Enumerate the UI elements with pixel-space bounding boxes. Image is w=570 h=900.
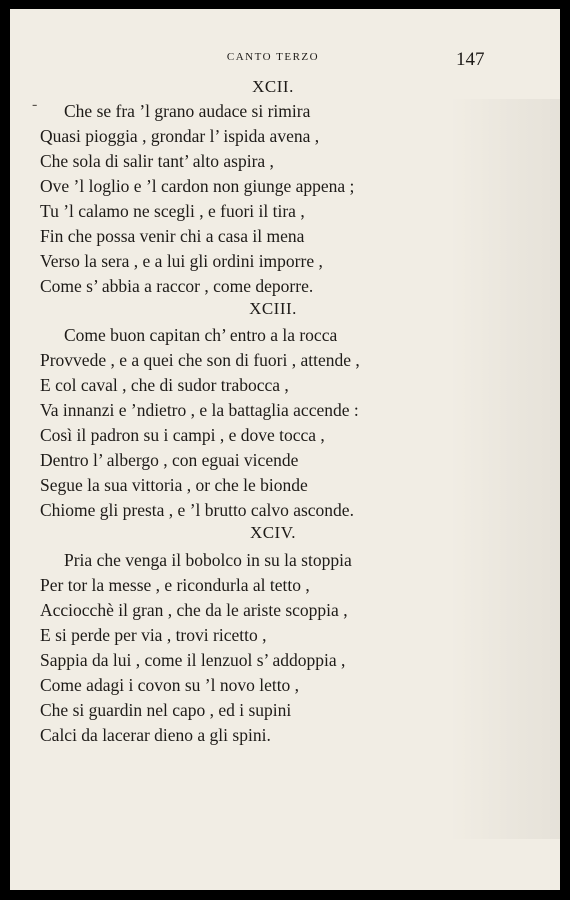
verse-line: Che si guardin nel capo , ed i supini [40, 700, 292, 720]
verse-line: Provvede , e a quei che son di fuori , attende , [40, 350, 360, 370]
verse-line: Tu ’l calamo ne scegli , e fuori il tira , [40, 201, 305, 221]
verse-line: Chiome gli presta , e ’l brutto calvo asconde. [40, 500, 354, 520]
verse-line: Così il padron su i campi , e dove tocca , [40, 425, 325, 445]
verse-line: Come s’ abbia a raccor , come deporre. [40, 276, 314, 296]
verse-line: Quasi pioggia , grondar l’ ispida avena , [40, 126, 320, 146]
margin-mark: - [32, 96, 38, 113]
verse-line: Che sola di salir tant’ alto aspira , [40, 151, 274, 171]
page-text [10, 9, 560, 890]
verse-line: Per tor la messe , e ricondurla al tetto , [40, 575, 310, 595]
running-title: CANTO TERZO [226, 51, 320, 63]
page-number: 147 [456, 49, 485, 70]
verse-line: Pria che venga il bobolco in su la stoppia [64, 550, 352, 570]
verse-line: E si perde per via , trovi ricetto , [40, 625, 267, 645]
verse-line: Come adagi i covon su ’l novo letto , [40, 675, 300, 695]
verse-line: Acciocchè il gran , che da le ariste scoppia , [40, 600, 348, 620]
verse-line: Sappia da lui , come il lenzuol s’ addoppia , [40, 650, 346, 670]
verse-line: Verso la sera , e a lui gli ordini imporre , [40, 251, 323, 271]
stanza-number: XCII. [252, 77, 294, 96]
stanza-number: XCIV. [249, 523, 297, 542]
verse-line: Che se fra ’l grano audace si rimira [64, 101, 311, 121]
verse-line: Va innanzi e ’ndietro , e la battaglia accende : [40, 400, 359, 420]
book-page [10, 9, 560, 890]
verse-line: Ove ’l loglio e ’l cardon non giunge appena ; [40, 176, 355, 196]
verse-line: Calci da lacerar dieno a gli spini. [40, 725, 271, 745]
verse-line: E col caval , che di sudor trabocca , [40, 375, 289, 395]
stanza-number: XCIII. [249, 299, 297, 318]
verse-line: Dentro l’ albergo , con eguai vicende [40, 450, 299, 470]
verse-line: Fin che possa venir chi a casa il mena [40, 226, 305, 246]
verse-line: Come buon capitan ch’ entro a la rocca [64, 325, 338, 345]
verse-line: Segue la sua vittoria , or che le bionde [40, 475, 308, 495]
